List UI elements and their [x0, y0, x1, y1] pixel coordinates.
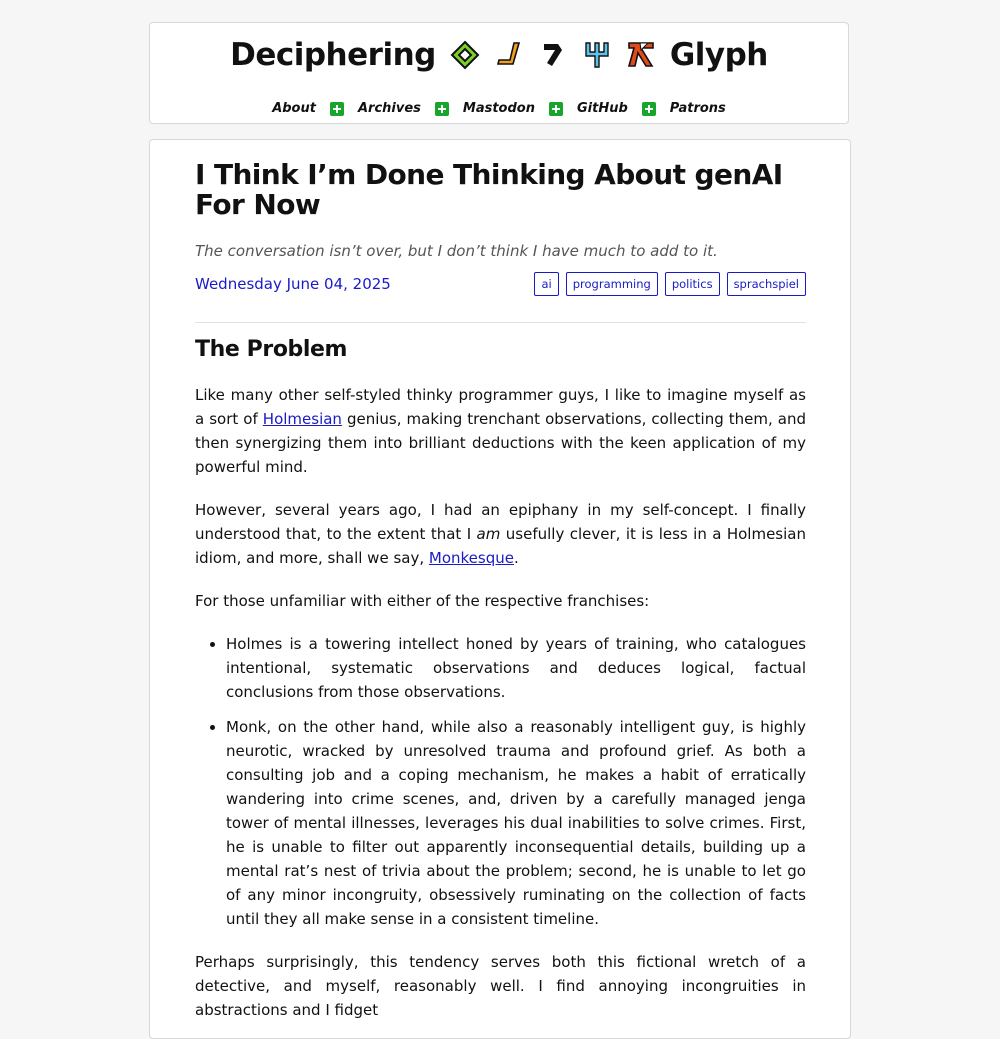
- holmesian-link[interactable]: Holmesian: [262, 410, 342, 428]
- article-content: [195, 160, 806, 1022]
- paragraph-text: Like many other self-styled thinky programmer guys, I like to imagine myself as a sort of: [195, 386, 806, 428]
- nav-github[interactable]: GitHub: [576, 101, 628, 116]
- nav-about[interactable]: About: [272, 101, 316, 116]
- paragraph-text: usefully clever, it is less in a Holmesian idiom, and more, shall we say,: [195, 525, 806, 567]
- plus-separator-icon: [642, 102, 656, 116]
- plus-separator-icon: [435, 102, 449, 116]
- paragraph: For those unfamiliar with either of the respective franchises:: [195, 592, 650, 610]
- site-title-left: Deciphering: [230, 37, 436, 73]
- site-title[interactable]: [150, 37, 848, 73]
- glyph-logo: [450, 40, 656, 70]
- tag-list: [534, 272, 806, 296]
- site-title-right: Glyph: [669, 37, 768, 73]
- plus-separator-icon: [549, 102, 563, 116]
- paragraph-text: However, several years ago, I had an epiphany in my self-concept. I finally understood that, to the extent that I: [195, 501, 806, 543]
- article-date[interactable]: Wednesday June 04, 2025: [195, 275, 391, 293]
- article-subtitle: The conversation isn’t over, but I don’t think I have much to add to it.: [195, 242, 718, 260]
- nav-archives[interactable]: Archives: [357, 101, 421, 116]
- paragraph-text: genius, making trenchant observations, collecting them, and then synergizing them into brilliant deductions with the keen application of my powerful mind.: [195, 410, 806, 476]
- nav-patrons[interactable]: Patrons: [669, 101, 726, 116]
- paragraph: [195, 383, 806, 479]
- site-nav: [150, 101, 848, 116]
- plus-separator-icon: [330, 102, 344, 116]
- paragraph: Perhaps surprisingly, this tendency serves both this fictional wretch of a detective, and myself, reasonably well. I find annoying incongruities in abstractions and I fidget: [195, 953, 806, 1019]
- monkesque-link[interactable]: Monkesque: [428, 549, 514, 567]
- section-heading: The Problem: [195, 337, 348, 362]
- tag-sprachspiel[interactable]: sprachspiel: [727, 272, 806, 296]
- nav-mastodon[interactable]: Mastodon: [462, 101, 535, 116]
- emphasis-text: am: [476, 525, 501, 543]
- article-card: [149, 139, 851, 1039]
- green-diamond-glyph-icon: [450, 40, 480, 70]
- black-chevron-glyph-icon: [538, 40, 568, 70]
- divider: [195, 322, 806, 323]
- orange-hook-glyph-icon: [494, 40, 524, 70]
- list-item: • Holmes is a towering intellect honed by years of training, who catalogues intentional, systematic observations and deduces logical, factual conclusions from those observations.: [226, 632, 806, 704]
- tag-programming[interactable]: programming: [566, 272, 658, 296]
- paragraph: [195, 498, 806, 570]
- site-header: [149, 22, 849, 124]
- tag-ai[interactable]: ai: [534, 272, 558, 296]
- red-rune-glyph-icon: [626, 40, 656, 70]
- article-title: I Think I’m Done Thinking About genAI For Now: [195, 158, 783, 221]
- bullet-list: [195, 632, 806, 931]
- paragraph-text: .: [513, 549, 519, 567]
- tag-politics[interactable]: politics: [665, 272, 720, 296]
- blue-trident-glyph-icon: [582, 40, 612, 70]
- list-item: • Monk, on the other hand, while also a reasonably intelligent guy, is highly neurotic, wracked by unresolved trauma and profound grief. As both a consulting job and a coping mechanism, he makes a habit of erratically wandering into crime scenes, and, driven by a carefully managed jenga tower of mental illnesses, leverages his dual inabilities to solve crimes. First, he is unable to filter out apparently inconsequential details, building up a mental rat’s nest of trivia about the problem; second, he is unable to let go of any minor incongruity, obsessively ruminating on the collection of facts until they all make sense in a consistent timeline.: [226, 715, 806, 931]
- article-meta: [195, 272, 806, 296]
